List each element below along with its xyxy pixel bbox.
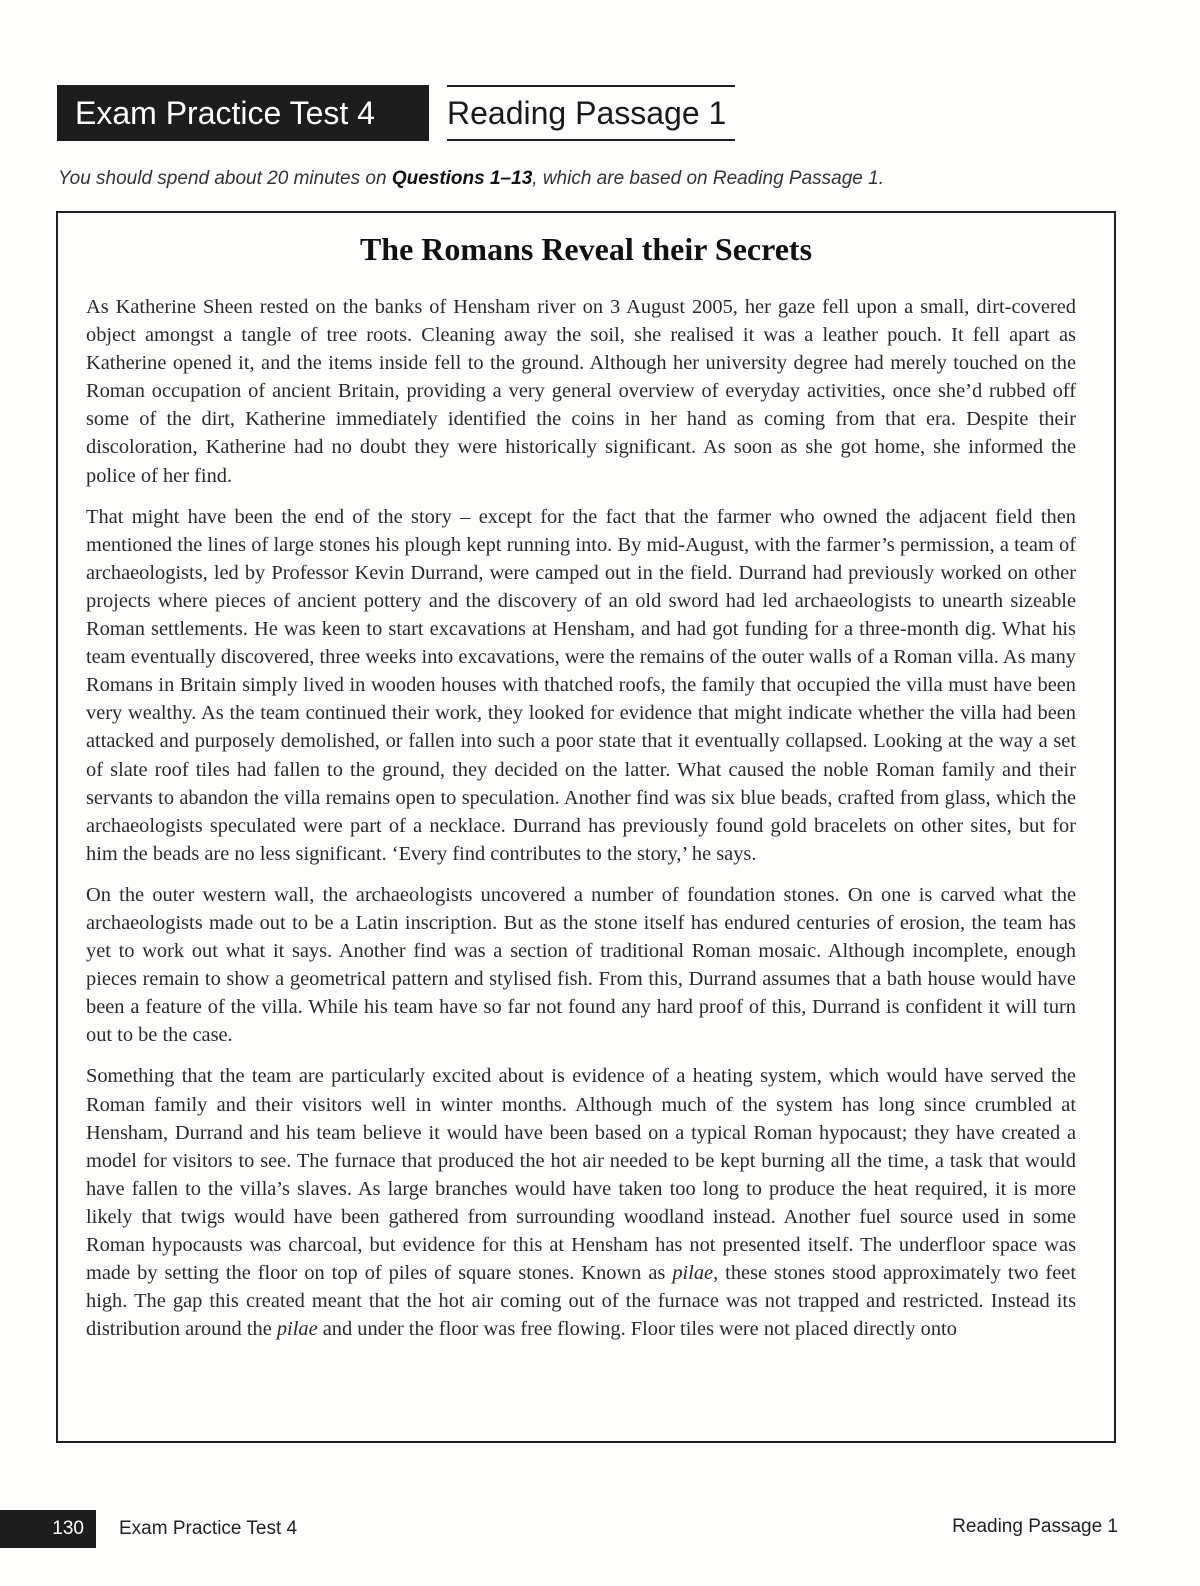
paragraph-1: As Katherine Sheen rested on the banks of Hensham river on 3 August 2005, her gaze fell upon a small, dirt-covered object amongst a tangle of tree roots. Cleaning away the soil, she realised it was a leather pouch. It fell apart as Katherine opened it, and the items inside fell to the ground. Although her university degree had merely touched on the Roman occupation of ancient Britain, providing a very general overview of everyday activities, once she’d rubbed off some of the dirt, Katherine immediately identified the coins in her hand as coming from that era. Despite their discoloration, Katherine had no doubt they were historically significant. As soon as she got home, she informed the police of her find.	[86, 296, 1076, 487]
pilae-term-2: pilae	[276, 1318, 318, 1341]
instruction-questions: Questions 1–13	[391, 168, 533, 189]
paragraph-3: On the outer western wall, the archaeologists uncovered a number of foundation stones. On one is carved what the archaeologists made out to be a Latin inscription. But as the stone itself has endured centuries of erosion, the team has yet to work out what it says. Another find was a section of traditional Roman mosaic. Although incomplete, enough pieces remain to show a geometrical pattern and stylised fish. From this, Durrand assumes that a bath house would have been a feature of the villa. While his team have so far not found any hard proof of this, Durrand is confident it will turn out to be the case.	[86, 883, 1076, 1047]
paragraph-4-part-2: , these stones stood approximately two feet high. The gap this created meant that the hot air coming out of the furnace was not trapped and restricted. Instead its distribution around the	[86, 1262, 1076, 1341]
page-number: 130	[0, 1510, 96, 1548]
paragraph-4-part-3: and under the floor was free flowing. Floor tiles were not placed directly onto	[317, 1318, 957, 1341]
pilae-term-1: pilae	[672, 1262, 714, 1285]
paragraph-2: That might have been the end of the story – except for the fact that the farmer who owned the adjacent field then mentioned the lines of large stones his plough kept running into. By mid-August, with the farmer’s permission, a team of archaeologists, led by Professor Kevin Durrand, were camped out in the field. Durrand had previously worked on other projects where pieces of ancient pottery and the discovery of an old sword had led archaeologists to unearth sizeable Roman settlements. He was keen to start excavations at Hensham, and had got funding for a three-month dig. What his team eventually discovered, three weeks into excavations, were the remains of the outer walls of a Roman villa. As many Romans in Britain simply lived in wooden houses with thatched roofs, the family that occupied the villa must have been very wealthy. As the team continued their work, they looked for evidence that might indicate whether the villa had been attacked and purposely demolished, or fallen into such a poor state that it eventually collapsed. Looking at the way a set of slate roof tiles had fallen to the ground, they decided on the latter. What caused the noble Roman family and their servants to abandon the villa remains open to speculation. Another find was six blue beads, crafted from glass, which the archaeologists speculated were part of a necklace. Durrand has previously found gold bracelets on other sites, but for him the beads are no less significant. ‘Every find contributes to the story,’ he says.	[86, 505, 1076, 865]
reading-passage-box	[56, 211, 1116, 1443]
article-title: The Romans Reveal their Secrets	[359, 231, 813, 267]
paragraph-4-part-1: Something that the team are particularly excited about is evidence of a heating system, which would have served the Roman family and their visitors well in winter months. Although much of the system has long since crumbled at Hensham, Durrand and his team believe it would have been based on a typical Roman hypocaust; they have created a model for visitors to see. The furnace that produced the hot air needed to be kept burning all the time, a task that would have fallen to the villa’s slaves. As large branches would have taken too long to produce the heat required, it is more likely that twigs would have been gathered from surrounding woodland instead. Another fuel source used in some Roman hypocausts was charcoal, but evidence for this at Hensham has not presented itself. The underfloor space was made by setting the floor on top of piles of square stones. Known as	[86, 1065, 1076, 1285]
footer-test-label: Exam Practice Test 4	[119, 1518, 298, 1539]
article-body	[86, 293, 1076, 1356]
instruction-before: You should spend about 20 minutes on	[58, 168, 392, 189]
footer-passage-label: Reading Passage 1	[952, 1516, 1118, 1537]
instruction-after: , which are based on Reading Passage 1.	[532, 168, 884, 189]
passage-title-tab: Reading Passage 1	[447, 85, 735, 141]
instruction-text	[58, 168, 884, 190]
test-title-tab: Exam Practice Test 4	[57, 85, 429, 141]
paragraph-4	[86, 1062, 1076, 1343]
